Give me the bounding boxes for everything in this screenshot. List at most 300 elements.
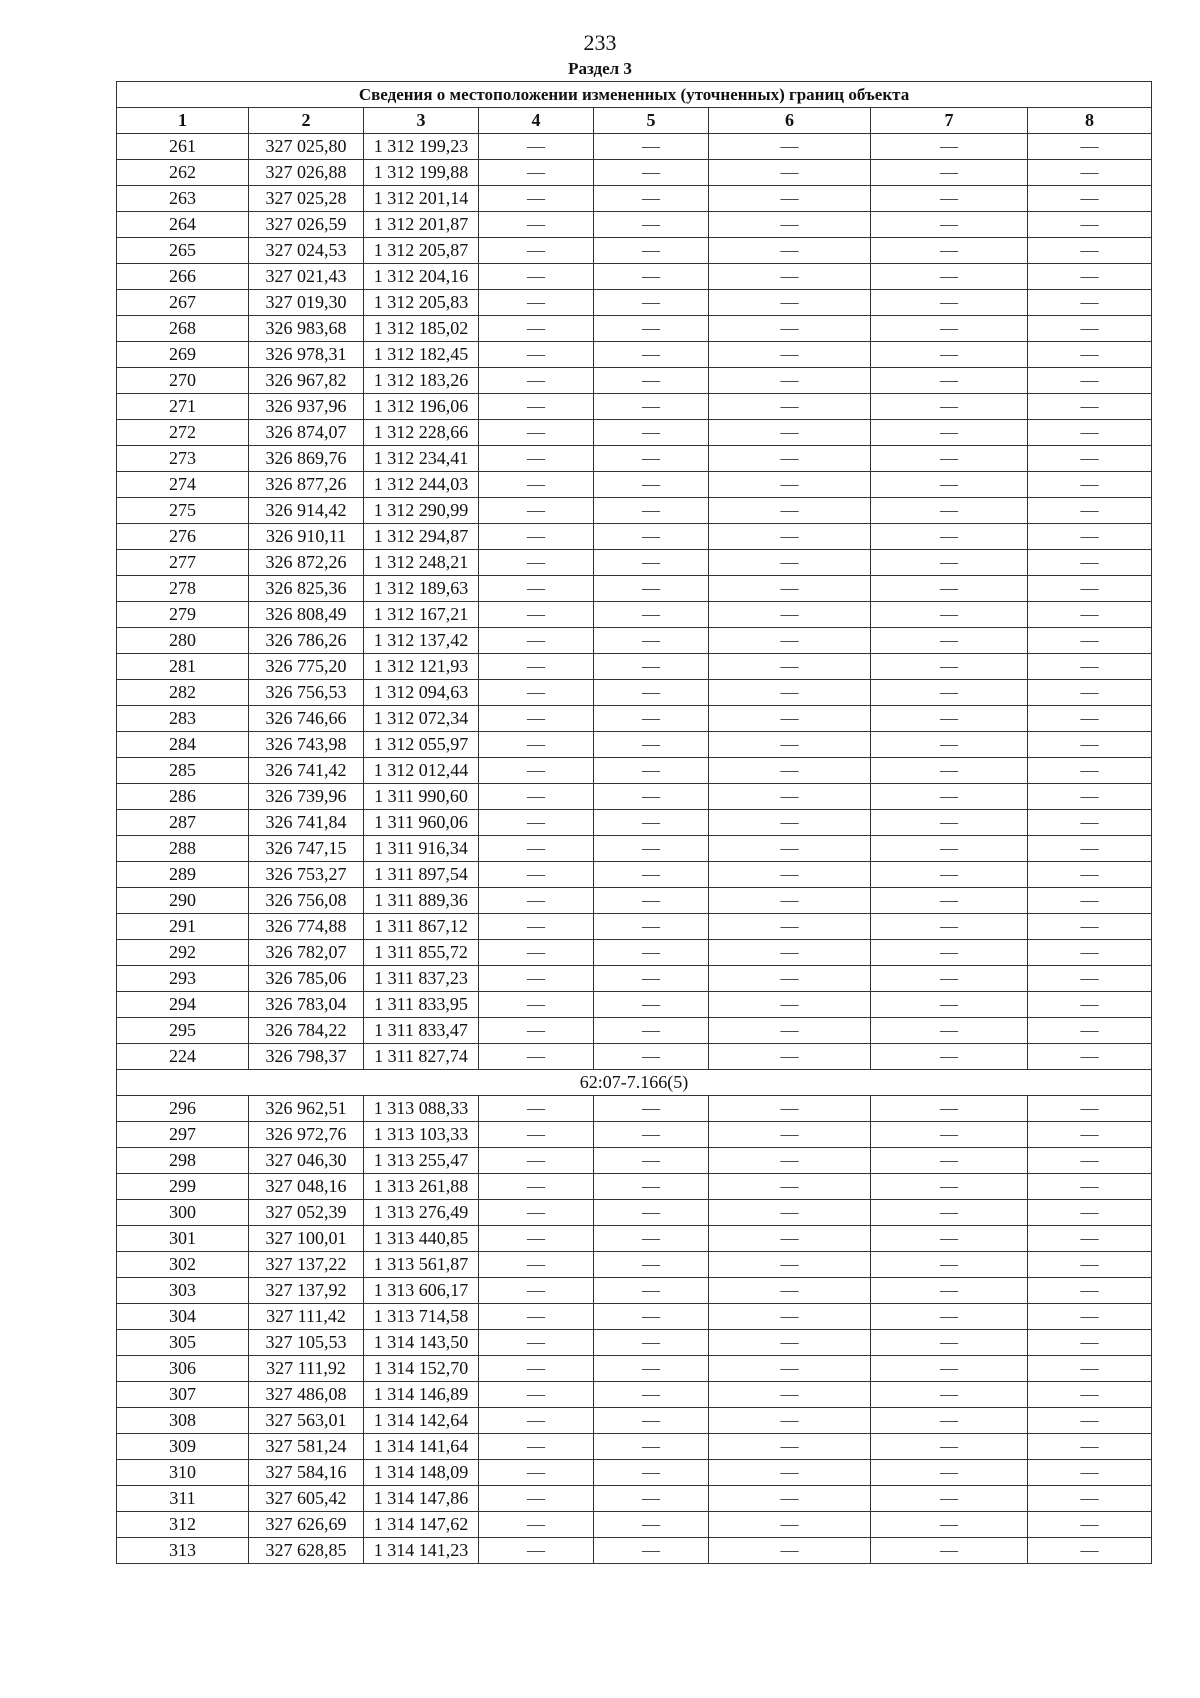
column-header-4: 4 xyxy=(479,108,594,134)
coordinate-y: 1 312 201,14 xyxy=(364,186,479,212)
table-row xyxy=(117,1018,1152,1044)
empty-value-col-8: — xyxy=(1028,446,1152,472)
table-row xyxy=(117,238,1152,264)
table-row xyxy=(117,342,1152,368)
empty-value-col-5: — xyxy=(594,472,709,498)
empty-value-col-4: — xyxy=(479,446,594,472)
empty-value-col-4: — xyxy=(479,264,594,290)
empty-value-col-5: — xyxy=(594,1044,709,1070)
coordinate-x: 326 983,68 xyxy=(249,316,364,342)
empty-value-col-7: — xyxy=(871,524,1028,550)
empty-value-col-4: — xyxy=(479,368,594,394)
empty-value-col-6: — xyxy=(709,1330,871,1356)
empty-value-col-8: — xyxy=(1028,1018,1152,1044)
point-number: 296 xyxy=(117,1096,249,1122)
empty-value-col-6: — xyxy=(709,1434,871,1460)
empty-value-col-4: — xyxy=(479,706,594,732)
coordinate-y: 1 314 141,64 xyxy=(364,1434,479,1460)
point-number: 288 xyxy=(117,836,249,862)
coordinate-x: 326 972,76 xyxy=(249,1122,364,1148)
empty-value-col-8: — xyxy=(1028,1538,1152,1564)
table-row xyxy=(117,966,1152,992)
coordinate-y: 1 311 833,95 xyxy=(364,992,479,1018)
point-number: 299 xyxy=(117,1174,249,1200)
empty-value-col-5: — xyxy=(594,368,709,394)
coordinate-y: 1 312 185,02 xyxy=(364,316,479,342)
coordinate-x: 327 486,08 xyxy=(249,1382,364,1408)
empty-value-col-5: — xyxy=(594,186,709,212)
empty-value-col-5: — xyxy=(594,1408,709,1434)
table-row xyxy=(117,836,1152,862)
empty-value-col-5: — xyxy=(594,1434,709,1460)
point-number: 265 xyxy=(117,238,249,264)
empty-value-col-8: — xyxy=(1028,966,1152,992)
empty-value-col-8: — xyxy=(1028,420,1152,446)
group-label: 62:07-7.166(5) xyxy=(117,1070,1152,1096)
coordinate-x: 327 111,92 xyxy=(249,1356,364,1382)
point-number: 305 xyxy=(117,1330,249,1356)
empty-value-col-4: — xyxy=(479,238,594,264)
empty-value-col-7: — xyxy=(871,654,1028,680)
empty-value-col-6: — xyxy=(709,498,871,524)
coordinate-y: 1 312 182,45 xyxy=(364,342,479,368)
empty-value-col-8: — xyxy=(1028,1382,1152,1408)
coordinate-x: 326 743,98 xyxy=(249,732,364,758)
empty-value-col-6: — xyxy=(709,758,871,784)
column-header-5: 5 xyxy=(594,108,709,134)
empty-value-col-6: — xyxy=(709,290,871,316)
coordinate-y: 1 313 606,17 xyxy=(364,1278,479,1304)
coordinate-x: 326 798,37 xyxy=(249,1044,364,1070)
coordinate-y: 1 312 012,44 xyxy=(364,758,479,784)
coordinate-x: 327 048,16 xyxy=(249,1174,364,1200)
table-row xyxy=(117,1434,1152,1460)
empty-value-col-5: — xyxy=(594,1304,709,1330)
point-number: 286 xyxy=(117,784,249,810)
column-header-row xyxy=(117,108,1152,134)
empty-value-col-4: — xyxy=(479,472,594,498)
table-row xyxy=(117,290,1152,316)
table-row xyxy=(117,160,1152,186)
empty-value-col-8: — xyxy=(1028,1252,1152,1278)
point-number: 263 xyxy=(117,186,249,212)
coordinate-y: 1 311 889,36 xyxy=(364,888,479,914)
empty-value-col-6: — xyxy=(709,862,871,888)
empty-value-col-8: — xyxy=(1028,576,1152,602)
empty-value-col-7: — xyxy=(871,758,1028,784)
point-number: 293 xyxy=(117,966,249,992)
empty-value-col-7: — xyxy=(871,498,1028,524)
column-header-8: 8 xyxy=(1028,108,1152,134)
empty-value-col-5: — xyxy=(594,1252,709,1278)
empty-value-col-5: — xyxy=(594,758,709,784)
coordinate-y: 1 313 714,58 xyxy=(364,1304,479,1330)
empty-value-col-7: — xyxy=(871,784,1028,810)
empty-value-col-8: — xyxy=(1028,1174,1152,1200)
coordinate-y: 1 312 205,83 xyxy=(364,290,479,316)
empty-value-col-7: — xyxy=(871,1278,1028,1304)
point-number: 289 xyxy=(117,862,249,888)
coordinate-y: 1 312 234,41 xyxy=(364,446,479,472)
empty-value-col-8: — xyxy=(1028,706,1152,732)
empty-value-col-6: — xyxy=(709,1174,871,1200)
empty-value-col-5: — xyxy=(594,264,709,290)
point-number: 266 xyxy=(117,264,249,290)
coordinate-y: 1 312 121,93 xyxy=(364,654,479,680)
empty-value-col-4: — xyxy=(479,836,594,862)
empty-value-col-5: — xyxy=(594,238,709,264)
point-number: 280 xyxy=(117,628,249,654)
empty-value-col-6: — xyxy=(709,524,871,550)
empty-value-col-4: — xyxy=(479,888,594,914)
empty-value-col-4: — xyxy=(479,654,594,680)
empty-value-col-6: — xyxy=(709,186,871,212)
empty-value-col-6: — xyxy=(709,342,871,368)
coordinate-y: 1 314 143,50 xyxy=(364,1330,479,1356)
coordinate-x: 326 741,42 xyxy=(249,758,364,784)
empty-value-col-7: — xyxy=(871,1096,1028,1122)
coordinate-y: 1 313 088,33 xyxy=(364,1096,479,1122)
table-row xyxy=(117,1122,1152,1148)
coordinate-x: 327 111,42 xyxy=(249,1304,364,1330)
empty-value-col-4: — xyxy=(479,1018,594,1044)
empty-value-col-7: — xyxy=(871,1486,1028,1512)
point-number: 261 xyxy=(117,134,249,160)
table-row xyxy=(117,680,1152,706)
empty-value-col-4: — xyxy=(479,784,594,810)
empty-value-col-6: — xyxy=(709,1512,871,1538)
coordinate-x: 326 747,15 xyxy=(249,836,364,862)
empty-value-col-8: — xyxy=(1028,1096,1152,1122)
empty-value-col-4: — xyxy=(479,1148,594,1174)
coordinate-y: 1 312 055,97 xyxy=(364,732,479,758)
empty-value-col-7: — xyxy=(871,160,1028,186)
point-number: 307 xyxy=(117,1382,249,1408)
table-header xyxy=(117,82,1152,134)
empty-value-col-7: — xyxy=(871,1382,1028,1408)
coordinate-x: 327 024,53 xyxy=(249,238,364,264)
empty-value-col-5: — xyxy=(594,784,709,810)
table-caption: Сведения о местоположении измененных (уточненных) границ объекта xyxy=(117,82,1152,108)
coordinate-y: 1 312 204,16 xyxy=(364,264,479,290)
empty-value-col-7: — xyxy=(871,1200,1028,1226)
column-header-7: 7 xyxy=(871,108,1028,134)
empty-value-col-7: — xyxy=(871,966,1028,992)
empty-value-col-6: — xyxy=(709,784,871,810)
table-row xyxy=(117,472,1152,498)
table-row xyxy=(117,1278,1152,1304)
empty-value-col-4: — xyxy=(479,1200,594,1226)
empty-value-col-8: — xyxy=(1028,810,1152,836)
empty-value-col-8: — xyxy=(1028,784,1152,810)
table-row xyxy=(117,654,1152,680)
empty-value-col-8: — xyxy=(1028,1044,1152,1070)
empty-value-col-5: — xyxy=(594,992,709,1018)
table-body xyxy=(117,134,1152,1564)
empty-value-col-6: — xyxy=(709,394,871,420)
empty-value-col-4: — xyxy=(479,316,594,342)
empty-value-col-7: — xyxy=(871,550,1028,576)
empty-value-col-7: — xyxy=(871,836,1028,862)
empty-value-col-8: — xyxy=(1028,524,1152,550)
point-number: 281 xyxy=(117,654,249,680)
table-row xyxy=(117,446,1152,472)
empty-value-col-6: — xyxy=(709,1538,871,1564)
empty-value-col-7: — xyxy=(871,680,1028,706)
coordinate-x: 327 137,92 xyxy=(249,1278,364,1304)
caption-row xyxy=(117,82,1152,108)
coordinate-x: 327 605,42 xyxy=(249,1486,364,1512)
table-row xyxy=(117,316,1152,342)
coordinate-y: 1 312 228,66 xyxy=(364,420,479,446)
coordinate-x: 327 026,59 xyxy=(249,212,364,238)
coordinate-y: 1 312 201,87 xyxy=(364,212,479,238)
table-row xyxy=(117,394,1152,420)
coordinate-x: 326 962,51 xyxy=(249,1096,364,1122)
empty-value-col-5: — xyxy=(594,966,709,992)
empty-value-col-7: — xyxy=(871,212,1028,238)
empty-value-col-6: — xyxy=(709,160,871,186)
empty-value-col-8: — xyxy=(1028,914,1152,940)
empty-value-col-8: — xyxy=(1028,654,1152,680)
empty-value-col-7: — xyxy=(871,810,1028,836)
empty-value-col-8: — xyxy=(1028,264,1152,290)
empty-value-col-7: — xyxy=(871,1018,1028,1044)
empty-value-col-6: — xyxy=(709,134,871,160)
point-number: 300 xyxy=(117,1200,249,1226)
point-number: 308 xyxy=(117,1408,249,1434)
point-number: 284 xyxy=(117,732,249,758)
empty-value-col-5: — xyxy=(594,1356,709,1382)
point-number: 291 xyxy=(117,914,249,940)
empty-value-col-4: — xyxy=(479,914,594,940)
empty-value-col-4: — xyxy=(479,602,594,628)
table-row xyxy=(117,1460,1152,1486)
empty-value-col-8: — xyxy=(1028,1460,1152,1486)
empty-value-col-4: — xyxy=(479,524,594,550)
empty-value-col-8: — xyxy=(1028,1434,1152,1460)
empty-value-col-5: — xyxy=(594,1278,709,1304)
empty-value-col-4: — xyxy=(479,810,594,836)
empty-value-col-7: — xyxy=(871,420,1028,446)
empty-value-col-7: — xyxy=(871,1304,1028,1330)
empty-value-col-7: — xyxy=(871,368,1028,394)
empty-value-col-5: — xyxy=(594,1096,709,1122)
empty-value-col-7: — xyxy=(871,290,1028,316)
empty-value-col-6: — xyxy=(709,1200,871,1226)
coordinate-x: 327 581,24 xyxy=(249,1434,364,1460)
coordinate-y: 1 313 561,87 xyxy=(364,1252,479,1278)
table-row xyxy=(117,1148,1152,1174)
empty-value-col-6: — xyxy=(709,264,871,290)
point-number: 297 xyxy=(117,1122,249,1148)
point-number: 276 xyxy=(117,524,249,550)
empty-value-col-8: — xyxy=(1028,160,1152,186)
empty-value-col-5: — xyxy=(594,316,709,342)
empty-value-col-4: — xyxy=(479,1226,594,1252)
empty-value-col-7: — xyxy=(871,732,1028,758)
empty-value-col-6: — xyxy=(709,914,871,940)
empty-value-col-5: — xyxy=(594,498,709,524)
empty-value-col-7: — xyxy=(871,342,1028,368)
empty-value-col-7: — xyxy=(871,316,1028,342)
coordinate-x: 327 100,01 xyxy=(249,1226,364,1252)
empty-value-col-4: — xyxy=(479,992,594,1018)
empty-value-col-4: — xyxy=(479,420,594,446)
empty-value-col-4: — xyxy=(479,1512,594,1538)
coordinate-y: 1 312 094,63 xyxy=(364,680,479,706)
empty-value-col-8: — xyxy=(1028,212,1152,238)
empty-value-col-6: — xyxy=(709,1356,871,1382)
empty-value-col-7: — xyxy=(871,628,1028,654)
table-row xyxy=(117,992,1152,1018)
coordinate-y: 1 312 294,87 xyxy=(364,524,479,550)
empty-value-col-8: — xyxy=(1028,862,1152,888)
empty-value-col-5: — xyxy=(594,836,709,862)
section-title: Раздел 3 xyxy=(568,59,632,78)
point-number: 224 xyxy=(117,1044,249,1070)
point-number: 273 xyxy=(117,446,249,472)
point-number: 262 xyxy=(117,160,249,186)
point-number: 301 xyxy=(117,1226,249,1252)
coordinate-x: 326 783,04 xyxy=(249,992,364,1018)
empty-value-col-6: — xyxy=(709,550,871,576)
empty-value-col-5: — xyxy=(594,602,709,628)
coordinate-x: 326 756,08 xyxy=(249,888,364,914)
empty-value-col-7: — xyxy=(871,914,1028,940)
empty-value-col-7: — xyxy=(871,1408,1028,1434)
empty-value-col-8: — xyxy=(1028,628,1152,654)
coordinate-x: 326 775,20 xyxy=(249,654,364,680)
empty-value-col-6: — xyxy=(709,810,871,836)
empty-value-col-6: — xyxy=(709,1226,871,1252)
empty-value-col-7: — xyxy=(871,1044,1028,1070)
table-row xyxy=(117,602,1152,628)
table-row xyxy=(117,1512,1152,1538)
empty-value-col-5: — xyxy=(594,888,709,914)
coordinate-y: 1 314 147,86 xyxy=(364,1486,479,1512)
coordinate-y: 1 314 141,23 xyxy=(364,1538,479,1564)
coordinate-x: 326 782,07 xyxy=(249,940,364,966)
point-number: 306 xyxy=(117,1356,249,1382)
empty-value-col-6: — xyxy=(709,420,871,446)
coordinate-y: 1 312 183,26 xyxy=(364,368,479,394)
coordinate-y: 1 313 103,33 xyxy=(364,1122,479,1148)
point-number: 282 xyxy=(117,680,249,706)
empty-value-col-5: — xyxy=(594,394,709,420)
empty-value-col-4: — xyxy=(479,186,594,212)
point-number: 311 xyxy=(117,1486,249,1512)
point-number: 269 xyxy=(117,342,249,368)
empty-value-col-4: — xyxy=(479,1044,594,1070)
coordinate-x: 326 741,84 xyxy=(249,810,364,836)
empty-value-col-8: — xyxy=(1028,290,1152,316)
empty-value-col-4: — xyxy=(479,1356,594,1382)
empty-value-col-5: — xyxy=(594,1018,709,1044)
empty-value-col-7: — xyxy=(871,134,1028,160)
coordinate-y: 1 312 196,06 xyxy=(364,394,479,420)
point-number: 279 xyxy=(117,602,249,628)
empty-value-col-6: — xyxy=(709,680,871,706)
empty-value-col-8: — xyxy=(1028,472,1152,498)
coordinate-x: 327 025,80 xyxy=(249,134,364,160)
point-number: 275 xyxy=(117,498,249,524)
coordinate-y: 1 313 255,47 xyxy=(364,1148,479,1174)
empty-value-col-6: — xyxy=(709,1460,871,1486)
table-row xyxy=(117,1096,1152,1122)
page-number: 233 xyxy=(583,30,617,55)
empty-value-col-8: — xyxy=(1028,758,1152,784)
coordinate-y: 1 314 146,89 xyxy=(364,1382,479,1408)
empty-value-col-7: — xyxy=(871,1330,1028,1356)
empty-value-col-8: — xyxy=(1028,680,1152,706)
coordinate-y: 1 312 167,21 xyxy=(364,602,479,628)
empty-value-col-8: — xyxy=(1028,1330,1152,1356)
empty-value-col-5: — xyxy=(594,1460,709,1486)
point-number: 294 xyxy=(117,992,249,1018)
coordinate-y: 1 312 189,63 xyxy=(364,576,479,602)
empty-value-col-5: — xyxy=(594,342,709,368)
table-row xyxy=(117,212,1152,238)
table-row xyxy=(117,758,1152,784)
empty-value-col-8: — xyxy=(1028,1148,1152,1174)
coordinate-x: 327 052,39 xyxy=(249,1200,364,1226)
empty-value-col-4: — xyxy=(479,1486,594,1512)
coordinates-table xyxy=(116,81,1152,1564)
empty-value-col-7: — xyxy=(871,1148,1028,1174)
empty-value-col-7: — xyxy=(871,1512,1028,1538)
empty-value-col-6: — xyxy=(709,1278,871,1304)
coordinate-x: 326 872,26 xyxy=(249,550,364,576)
point-number: 264 xyxy=(117,212,249,238)
table-row xyxy=(117,706,1152,732)
empty-value-col-5: — xyxy=(594,810,709,836)
empty-value-col-5: — xyxy=(594,940,709,966)
table-row xyxy=(117,940,1152,966)
coordinate-x: 326 784,22 xyxy=(249,1018,364,1044)
empty-value-col-6: — xyxy=(709,602,871,628)
coordinate-y: 1 312 199,88 xyxy=(364,160,479,186)
point-number: 285 xyxy=(117,758,249,784)
empty-value-col-5: — xyxy=(594,1486,709,1512)
empty-value-col-5: — xyxy=(594,1174,709,1200)
empty-value-col-4: — xyxy=(479,1278,594,1304)
coordinate-y: 1 313 440,85 xyxy=(364,1226,479,1252)
point-number: 312 xyxy=(117,1512,249,1538)
empty-value-col-5: — xyxy=(594,654,709,680)
empty-value-col-4: — xyxy=(479,1122,594,1148)
coordinate-x: 326 746,66 xyxy=(249,706,364,732)
table-row xyxy=(117,576,1152,602)
coordinate-x: 326 774,88 xyxy=(249,914,364,940)
table-row xyxy=(117,1226,1152,1252)
empty-value-col-5: — xyxy=(594,914,709,940)
empty-value-col-5: — xyxy=(594,1122,709,1148)
empty-value-col-6: — xyxy=(709,576,871,602)
empty-value-col-8: — xyxy=(1028,342,1152,368)
coordinate-y: 1 314 148,09 xyxy=(364,1460,479,1486)
empty-value-col-5: — xyxy=(594,1226,709,1252)
empty-value-col-8: — xyxy=(1028,498,1152,524)
empty-value-col-4: — xyxy=(479,732,594,758)
empty-value-col-8: — xyxy=(1028,888,1152,914)
empty-value-col-8: — xyxy=(1028,550,1152,576)
empty-value-col-5: — xyxy=(594,732,709,758)
empty-value-col-6: — xyxy=(709,1018,871,1044)
empty-value-col-4: — xyxy=(479,1096,594,1122)
table-row xyxy=(117,1252,1152,1278)
empty-value-col-8: — xyxy=(1028,602,1152,628)
